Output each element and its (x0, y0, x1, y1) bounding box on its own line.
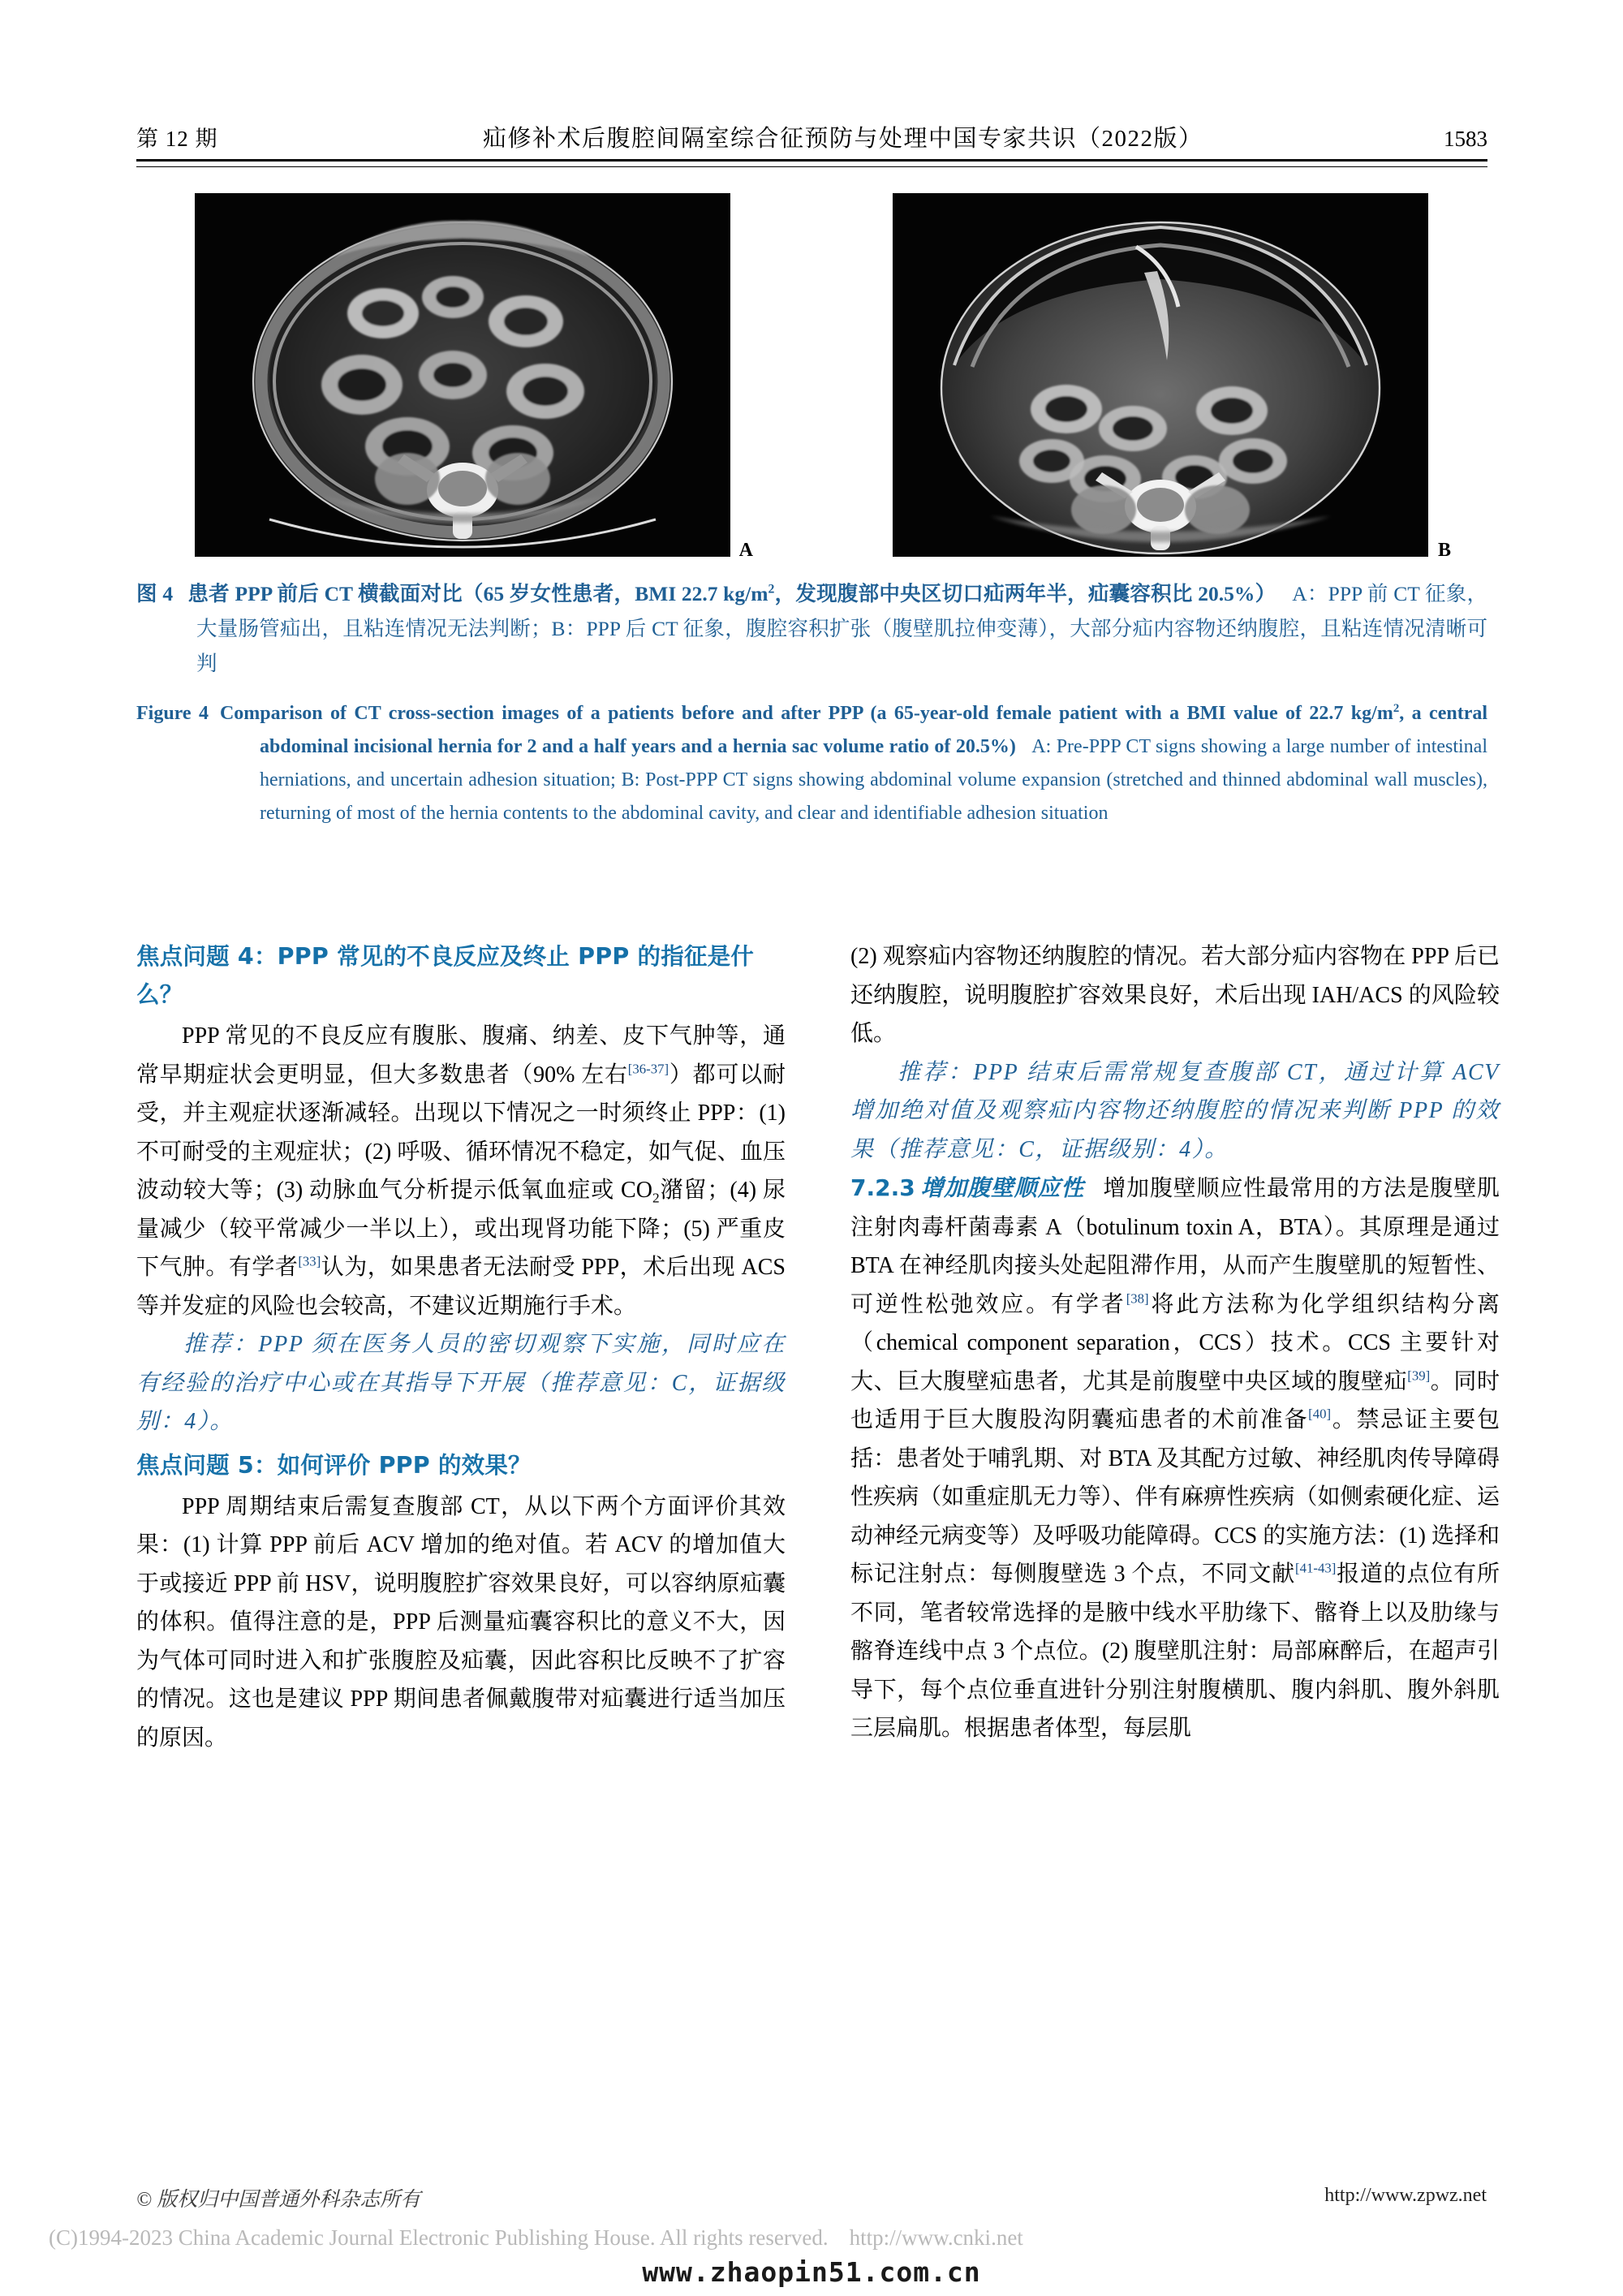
figure-caption-en-title-a: Comparison of CT cross-section images of a patients before and after PPP (a 65-year-old female patient with a BMI value of 22.7 kg/m (219, 703, 1393, 724)
continuation-paragraph: (2) 观察疝内容物还纳腹腔的情况。若大部分疝内容物在 PPP 后已还纳腹腔，说明腹腔扩容效果良好，术后出现 IAH/ACS 的风险较低。 (850, 944, 1500, 1046)
figure-caption-en-body: A: Pre-PPP CT signs showing a large number of intestinal herniations, and uncertain adhesion situation; B: Post-PPP CT signs showing abdominal volume expansion (stretched and thinned abdominal wall muscles), returning of most of the hernia contents to the abdominal cavity, and clear and identifiable adhesion situation (260, 736, 1488, 824)
q4-text-b: ）都可以耐受，并主观症状逐渐减轻。出现以下情况之一时须终止 PPP：(1) 不可耐受的主观症状；(2) 呼吸、循环情况不稳定，如气促、血压波动较大等；(3) 动脉血气分析提示低氧血症或 CO (136, 1062, 786, 1203)
footer-copyright-chinese: © 版权归中国普通外科杂志所有 (136, 2189, 421, 2211)
figure-caption-cn-label: 图 4 (136, 582, 174, 605)
sec-text-c: 。同时也适用于巨大腹股沟阴囊疝患者的术前准备 (850, 1368, 1500, 1432)
reference-mark-41-43: [41-43] (1295, 1560, 1337, 1576)
ct-scan-image-pre-ppp (195, 193, 730, 557)
section-title: 增加腹壁顺应性 (919, 1176, 1085, 1201)
figure-caption-en-superscript: 2 (1393, 702, 1400, 715)
figure-4-caption (136, 576, 1487, 830)
running-head-issue: 第 12 期 (136, 127, 218, 151)
body-columns (136, 937, 1500, 1757)
recommendation-question-4: 推荐：PPP 须在医务人员的密切观察下实施，同时应在有经验的治疗中心或在其指导下开展（推荐意见：C，证据级别：4）。 (136, 1332, 786, 1434)
figure-4-images (195, 193, 1451, 566)
section-7-2-3-heading (850, 1176, 1084, 1201)
sec-text-d: 。禁忌证主要包括：患者处于哺乳期、对 BTA 及其配方过敏、神经肌肉传导障碍性疾病（如重症肌无力等）、伴有麻痹性疾病（如侧索硬化症、运动神经元病变等）及呼吸功能障碍。CCS 的实施方法：(1) 选择和标记注射点：每侧腹壁选 3 个点，不同文献 (850, 1407, 1500, 1587)
left-column (136, 937, 786, 1757)
recommendation-question-5: 推荐：PPP 结束后需常规复查腹部 CT，通过计算 ACV 增加绝对值及观察疝内容物还纳腹腔的情况来判断 PPP 的效果（推荐意见：C，证据级别：4）。 (850, 1059, 1500, 1162)
focus-question-4-paragraph (136, 1017, 786, 1325)
sec-text-b: 将此方法称为化学组织结构分离（chemical component separation，CCS）技术。CCS 主要针对大、巨大腹壁疝患者，尤其是前腹壁中央区域的腹壁疝 (850, 1291, 1500, 1394)
figure-caption-en-title-b: , a central abdominal incisional hernia for 2 and a half years and a hernia sac volume ratio of 20.5%) (260, 703, 1488, 757)
running-head-title: 疝修补术后腹腔间隔室综合征预防与处理中国专家共识（2022版） (482, 126, 1203, 152)
reference-mark-38: [38] (1126, 1290, 1149, 1307)
section-number: 7.2.3 (850, 1174, 915, 1201)
q4-text-c: 潴留；(4) 尿量减少（较平常减少一半以上），或出现肾功能下降；(5) 严重皮下气肿。有学者 (136, 1178, 786, 1280)
figure-caption-chinese (136, 576, 1487, 681)
reference-mark-36-37: [36-37] (627, 1061, 669, 1077)
reference-mark-40: [40] (1308, 1406, 1332, 1422)
focus-question-5-heading: 焦点问题 5：如何评价 PPP 的效果？ (136, 1451, 532, 1479)
figure-panel-b-label: B (1437, 540, 1451, 561)
footer-cnki-notice (49, 2225, 1428, 2251)
figure-caption-cn-title-a: 患者 PPP 前后 CT 横截面对比（65 岁女性患者，BMI 22.7 kg/m (187, 582, 768, 605)
focus-question-5-paragraph: PPP 周期结束后需复查腹部 CT，从以下两个方面评价其效果：(1) 计算 PPP 前后 ACV 增加的绝对值。若 ACV 的增加值大于或接近 PPP 前 HSV，说明腹腔扩容效果良好，可以容纳原疝囊的体积。值得注意的是，PPP 后测量疝囊容积比的意义不大，因为气体可同时进入和扩张腹腔及疝囊，因此容积比反映不了扩容的情况。这也是建议 PPP 期间患者佩戴腹带对疝囊进行适当加压的原因。 (136, 1493, 786, 1751)
figure-panel-a-label: A (738, 540, 753, 561)
section-7-2-3-paragraph (850, 1169, 1500, 1748)
cnki-url[interactable]: http://www.cnki.net (849, 2225, 1023, 2250)
cnki-notice-text: (C)1994-2023 China Academic Journal Electronic Publishing House. All rights reserved. (49, 2225, 829, 2250)
reference-mark-33: [33] (298, 1253, 321, 1269)
q4-text-d: 认为，如果患者无法耐受 PPP，术后出现 ACS 等并发症的风险也会较高，不建议近期施行手术。 (136, 1255, 786, 1319)
figure-caption-cn-superscript: 2 (768, 582, 775, 597)
ct-scan-image-post-ppp (893, 193, 1428, 557)
co2-subscript: 2 (652, 1190, 660, 1206)
figure-caption-en-label: Figure 4 (136, 703, 209, 724)
footer-watermark: www.zhaopin51.com.cn (642, 2256, 981, 2288)
figure-caption-cn-title-b: ，发现腹部中央区切口疝两年半，疝囊容积比 20.5%） (774, 582, 1276, 605)
q4-text-a: PPP 常见的不良反应有腹胀、腹痛、纳差、皮下气肿等，通常早期症状会更明显，但大多数患者（90% 左右 (136, 1023, 786, 1088)
footer-journal-url[interactable]: http://www.zpwz.net (1324, 2185, 1487, 2206)
sec-text-a: 增加腹壁顺应性最常用的方法是腹壁肌注射肉毒杆菌毒素 A（botulinum toxin A，BTA）。其原理是通过 BTA 在神经肌肉接头处起阻滞作用，从而产生腹壁肌的短暂性、可逆性松弛效应。有学者 (850, 1176, 1500, 1317)
figure-panel-a (195, 193, 753, 561)
figure-caption-cn-body: A：PPP 前 CT 征象，大量肠管疝出，且粘连情况无法判断；B：PPP 后 CT 征象，腹腔容积扩张（腹壁肌拉伸变薄），大部分疝内容物还纳腹腔，且粘连情况清晰可判 (196, 582, 1487, 675)
running-head (136, 120, 1487, 157)
figure-caption-english (136, 697, 1487, 830)
header-rule (136, 159, 1487, 167)
sec-text-e: 报道的点位有所不同，笔者较常选择的是腋中线水平肋缘下、髂脊上以及肋缘与髂脊连线中点 3 个点位。(2) 腹壁肌注射：局部麻醉后，在超声引导下，每个点位垂直进针分别注射腹横肌、腹内斜肌、腹外斜肌三层扁肌。根据患者体型，每层肌 (850, 1562, 1500, 1741)
figure-panel-b (893, 193, 1451, 561)
page-number: 1583 (1444, 127, 1487, 151)
reference-mark-39: [39] (1407, 1368, 1431, 1384)
focus-question-4-heading: 焦点问题 4：PPP 常见的不良反应及终止 PPP 的指征是什么？ (136, 943, 755, 1008)
right-column (850, 937, 1500, 1757)
